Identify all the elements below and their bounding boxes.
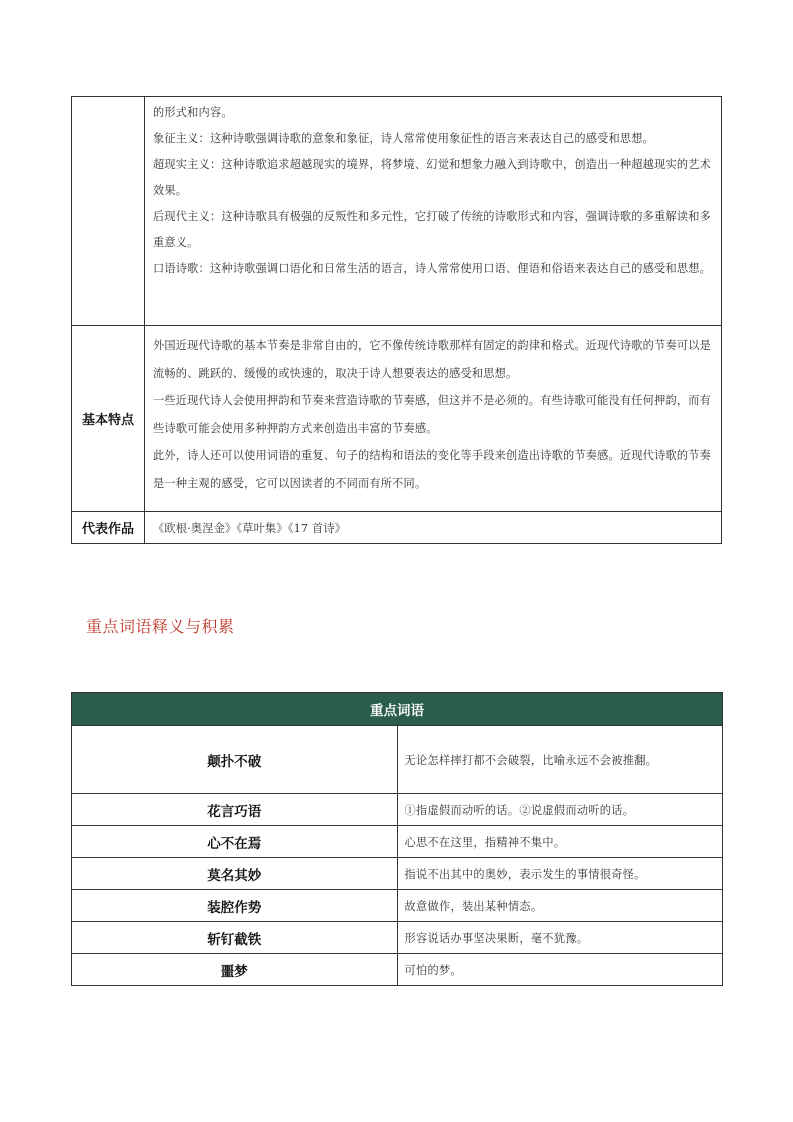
vocab-word: 噩梦 [72, 954, 398, 986]
table-row [72, 954, 723, 986]
table-row [72, 794, 723, 826]
vocabulary-table [71, 692, 723, 986]
vocab-definition: 指说不出其中的奥妙，表示发生的事情很奇怪。 [397, 858, 723, 890]
row-label-empty [72, 97, 145, 326]
table-row [72, 826, 723, 858]
schools-row [72, 97, 722, 326]
vocab-definition: 无论怎样摔打都不会破裂，比喻永远不会被推翻。 [397, 726, 723, 794]
features-paragraph: 此外，诗人还可以使用词语的重复、句子的结构和语法的变化等手段来创造出诗歌的节奏感。近现代诗歌的节奏是一种主观的感受，它可以因读者的不同而有所不同。 [153, 449, 711, 490]
poetry-info-table [71, 96, 722, 544]
table-row [72, 858, 723, 890]
works-row [72, 512, 722, 544]
vocab-definition: 心思不在这里，指精神不集中。 [397, 826, 723, 858]
vocabulary-header-row [72, 693, 723, 726]
features-cell [145, 326, 722, 512]
table-row [72, 726, 723, 794]
works-text: 《欧根·奥涅金》《草叶集》《17 首诗》 [145, 512, 722, 544]
vocab-definition: 可怕的梦。 [397, 954, 723, 986]
table-row [72, 922, 723, 954]
schools-paragraph: 的形式和内容。 [153, 106, 233, 119]
vocab-word: 心不在焉 [72, 826, 398, 858]
vocab-definition: 形容说话办事坚决果断，毫不犹豫。 [397, 922, 723, 954]
table-row [72, 890, 723, 922]
section-heading: 重点词语释义与积累 [86, 617, 235, 636]
vocab-definition: ①指虚假而动听的话。②说虚假而动听的话。 [397, 794, 723, 826]
schools-cell [145, 97, 722, 326]
works-label: 代表作品 [72, 512, 145, 544]
schools-paragraph: 超现实主义：这种诗歌追求超越现实的境界，将梦境、幻觉和想象力融入到诗歌中，创造出一种超越现实的艺术效果。 [153, 158, 711, 197]
vocabulary-header: 重点词语 [72, 693, 723, 726]
vocab-word: 花言巧语 [72, 794, 398, 826]
vocab-word: 莫名其妙 [72, 858, 398, 890]
vocab-word: 斩钉截铁 [72, 922, 398, 954]
vocab-word: 颠扑不破 [72, 726, 398, 794]
features-label: 基本特点 [72, 326, 145, 512]
features-paragraph: 一些近现代诗人会使用押韵和节奏来营造诗歌的节奏感，但这并不是必须的。有些诗歌可能没有任何押韵，而有些诗歌可能会使用多种押韵方式来创造出丰富的节奏感。 [153, 394, 711, 435]
schools-paragraph: 后现代主义：这种诗歌具有极强的反叛性和多元性，它打破了传统的诗歌形式和内容，强调诗歌的多重解读和多重意义。 [153, 210, 711, 249]
vocab-word: 装腔作势 [72, 890, 398, 922]
features-paragraph: 外国近现代诗歌的基本节奏是非常自由的，它不像传统诗歌那样有固定的韵律和格式。近现代诗歌的节奏可以是流畅的、跳跃的、缓慢的或快速的，取决于诗人想要表达的感受和思想。 [153, 339, 711, 380]
features-row [72, 326, 722, 512]
schools-paragraph: 象征主义：这种诗歌强调诗歌的意象和象征，诗人常常使用象征性的语言来表达自己的感受和思想。 [153, 132, 655, 145]
schools-paragraph: 口语诗歌：这种诗歌强调口语化和日常生活的语言，诗人常常使用口语、俚语和俗语来表达自己的感受和思想。 [153, 262, 711, 275]
vocab-definition: 故意做作，装出某种情态。 [397, 890, 723, 922]
